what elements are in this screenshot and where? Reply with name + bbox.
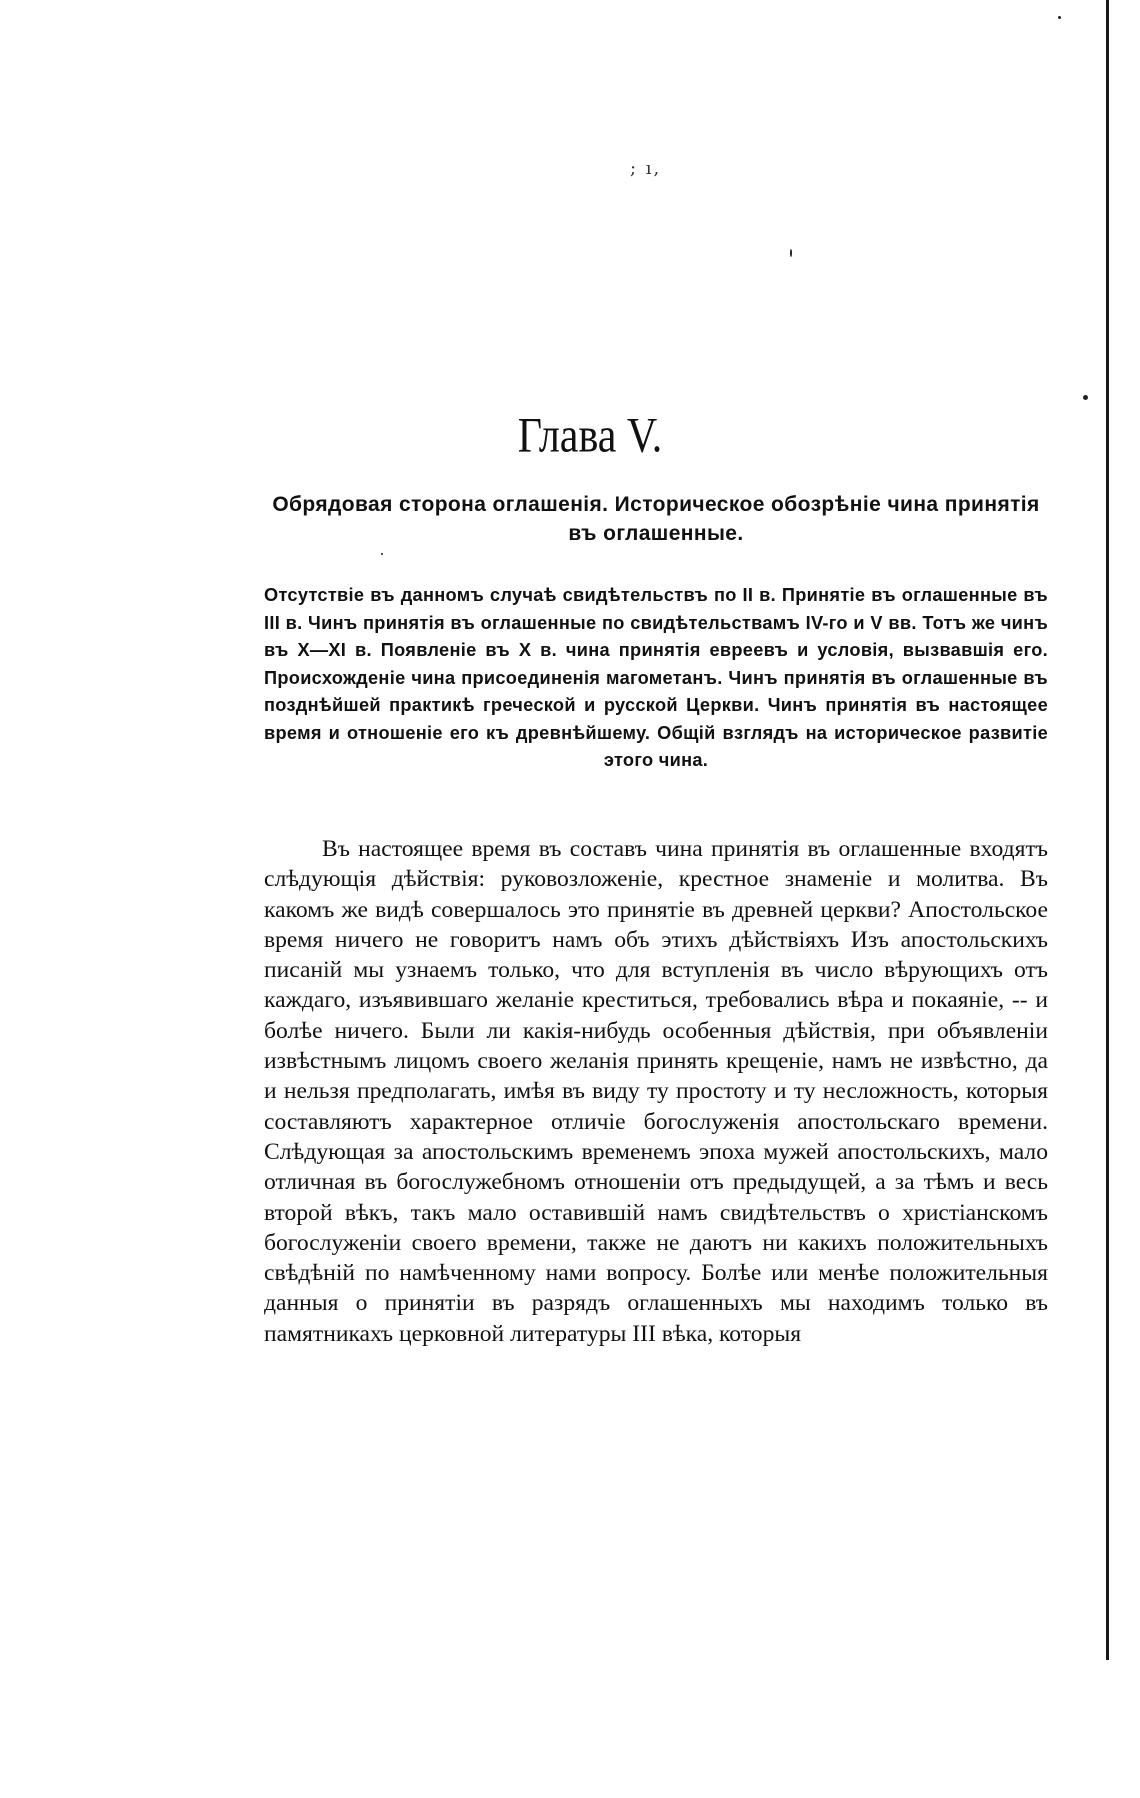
page-number-mark: ; ı, [630,158,662,179]
print-speck [381,553,383,555]
body-paragraph: Въ настоящее время въ составъ чина принятія въ оглашенные входятъ слѣдующія дѣйствія: руковозложеніе, крестное знаменіе и молитва. Въ какомъ же видѣ совершалось это принятіе въ древней церкви? Апостольское время ничего не говоритъ намъ объ этихъ дѣйствіяхъ Изъ апостольскихъ писаній мы узнаемъ только, что для вступленія въ число вѣрующихъ отъ каждаго, изъявившаго желаніе креститься, требовались вѣра и покаяніе, -- и болѣе ничего. Были ли какія-нибудь особенныя дѣйствія, при объявленіи извѣстнымъ лицомъ своего желанія принять крещеніе, намъ не извѣстно, да и нельзя предполагать, имѣя въ виду ту простоту и ту несложность, которыя составляютъ характерное отличіе богослуженія апостольскаго времени. Слѣдующая за апостольскимъ временемъ эпоха мужей апостольскихъ, мало отличная въ богослужебномъ отношеніи отъ предыдущей, а за тѣмъ и весь второй вѣкъ, такъ мало оставившій намъ свидѣтельствъ о христіанскомъ богослуженіи своего времени, также не даютъ ни какихъ положительныхъ свѣдѣній по намѣченному нами вопросу. Болѣе или менѣе положительныя данныя о принятіи въ разрядъ оглашенныхъ мы находимъ только въ памятникахъ церковной литературы III вѣка, которыя [264,836,1048,1347]
chapter-subtitle: Обрядовая сторона оглашенія. Историческое обозрѣніе чина принятія въ оглашенные. [272,493,1040,545]
print-speck [1083,395,1088,400]
chapter-summary: Отсутствіе въ данномъ случаѣ свидѣтельствъ по II в. Принятіе въ оглашенные въ III в. Чинъ принятія въ оглашенные по свидѣтельствамъ IV-го и V вв. Тотъ же чинъ въ X—XI в. Появленіе въ X в. чина принятія евреевъ и условія, вызвавшія его. Происхожденіе чина присоединенія магометанъ. Чинъ принятія въ оглашенные въ позднѣйшей практикѣ греческой и русской Церкви. Чинъ принятія въ настоящее время и отношеніе его къ древнѣйшему. Общій взглядъ на историческое развитіе этого чина. [264,585,1048,770]
page-edge-line [1106,0,1109,1660]
print-speck [1058,16,1061,19]
print-speck [790,249,792,257]
chapter-title: Глава V. [517,409,663,464]
